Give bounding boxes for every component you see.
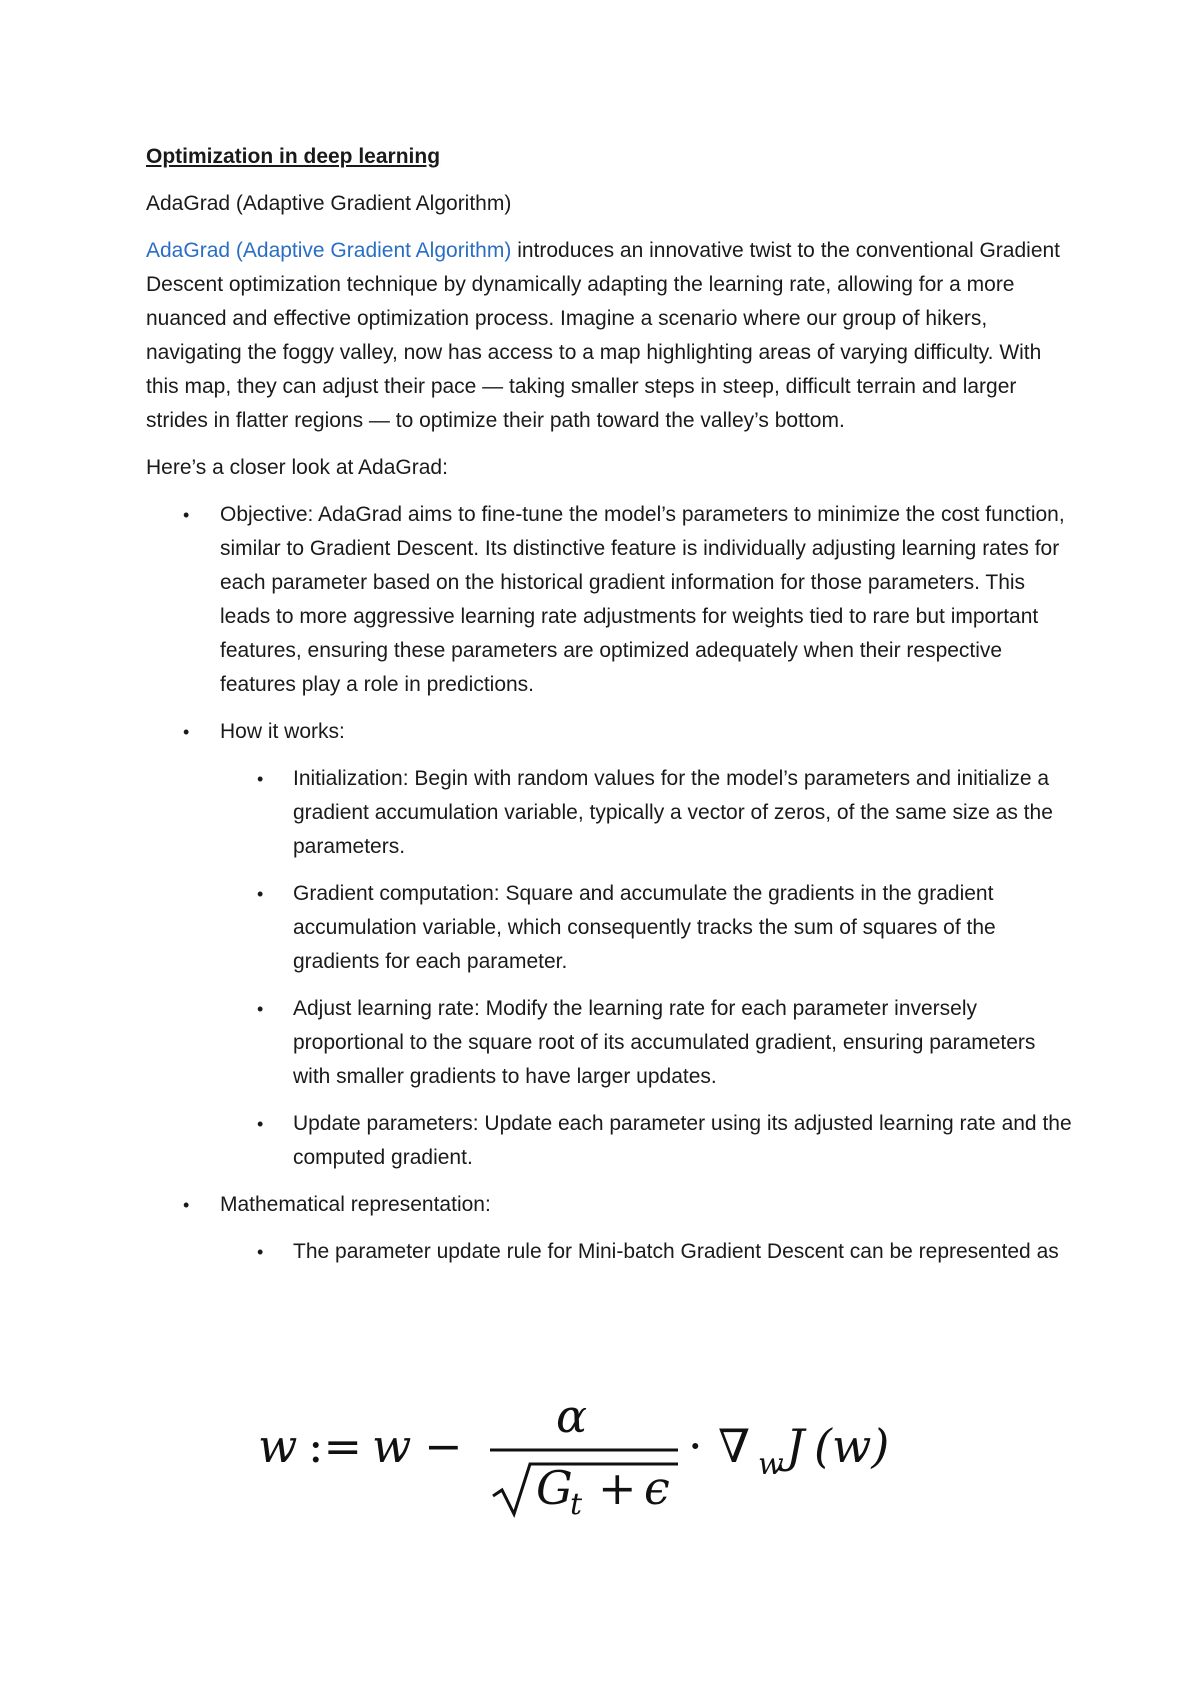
adagrad-link[interactable]: AdaGrad (Adaptive Gradient Algorithm) xyxy=(146,239,512,262)
intro-paragraph xyxy=(146,234,1072,438)
list-item xyxy=(220,992,1072,1094)
formula-assign: := xyxy=(308,1419,363,1473)
bullet-math-representation xyxy=(146,1188,1072,1269)
list-item-text: Update parameters: Update each parameter using its adjusted learning rate and the computed gradient. xyxy=(293,1112,1072,1169)
formula-nabla-sub: w xyxy=(758,1447,784,1482)
formula-t: t xyxy=(570,1487,583,1520)
bullet-icon: • xyxy=(257,884,264,904)
document-page xyxy=(146,140,1072,1282)
closer-look-text: Here’s a closer look at AdaGrad: xyxy=(146,456,448,479)
list-item-text: Gradient computation: Square and accumulate the gradients in the gradient accumulation variable, which consequently tracks the sum of squares of the gradients for each parameter. xyxy=(293,882,996,973)
formula-plus: + xyxy=(598,1461,637,1515)
math-list xyxy=(220,1235,1072,1269)
bullet-icon: • xyxy=(257,999,264,1019)
bullet-how-it-works xyxy=(146,715,1072,1175)
list-item xyxy=(220,877,1072,979)
list-item-text: Initialization: Begin with random values for the model’s parameters and initialize a gradient accumulation variable, typically a vector of zeros, of the same size as the parameters. xyxy=(293,767,1053,858)
formula-arg: (w) xyxy=(814,1419,890,1473)
nabla-icon: ∇ xyxy=(718,1419,751,1473)
bullet-icon: • xyxy=(183,1195,190,1215)
intro-text: introduces an innovative twist to the conventional Gradient Descent optimization technique by dynamically adapting the learning rate, allowing for a more nuanced and effective optimization process. Imagine a scenario where our group of hikers, navigating the foggy valley, now has access to a map highlighting areas of varying difficulty. With this map, they can adjust their pace — taking smaller steps in steep, difficult terrain and larger strides in flatter regions — to optimize their path toward the valley’s bottom. xyxy=(146,239,1061,432)
formula-minus: − xyxy=(424,1419,463,1473)
formula-w: w xyxy=(372,1419,412,1473)
adagrad-update-formula xyxy=(258,1394,970,1520)
how-it-works-text: How it works: xyxy=(220,720,345,743)
bullet-icon: • xyxy=(257,769,264,789)
list-item-text: The parameter update rule for Mini-batch Gradient Descent can be represented as xyxy=(293,1240,1059,1263)
formula-G: G xyxy=(536,1461,573,1515)
formula-epsilon: ϵ xyxy=(644,1461,670,1515)
bullet-icon: • xyxy=(257,1114,264,1134)
objective-text: Objective: AdaGrad aims to fine-tune the model’s parameters to minimize the cost function, similar to Gradient Descent. Its distinctive feature is individually adjusting learning rates for each parameter based on the historical gradient information for those parameters. This leads to more aggressive learning rate adjustments for weights tied to rare but important features, ensuring these parameters are optimized adequately when their respective features play a role in predictions. xyxy=(220,503,1065,696)
main-bullet-list xyxy=(146,498,1072,1269)
how-it-works-list xyxy=(220,762,1072,1175)
bullet-icon: • xyxy=(183,505,190,525)
list-item-text: Adjust learning rate: Modify the learning rate for each parameter inversely proportional to the square root of its accumulated gradient, ensuring parameters with smaller gradients to have larger updates. xyxy=(293,997,1036,1088)
list-item xyxy=(220,762,1072,864)
list-item xyxy=(220,1235,1072,1269)
math-rep-text: Mathematical representation: xyxy=(220,1193,491,1216)
document-subtitle: AdaGrad (Adaptive Gradient Algorithm) xyxy=(146,192,512,215)
bullet-icon: • xyxy=(257,1242,264,1262)
formula-dot: · xyxy=(688,1419,703,1473)
document-title: Optimization in deep learning xyxy=(146,145,441,168)
formula-J: J xyxy=(786,1419,805,1473)
bullet-icon: • xyxy=(183,722,190,742)
formula-numerator: α xyxy=(556,1394,588,1443)
bullet-objective xyxy=(146,498,1072,702)
formula-lhs: w xyxy=(258,1419,298,1473)
list-item xyxy=(220,1107,1072,1175)
